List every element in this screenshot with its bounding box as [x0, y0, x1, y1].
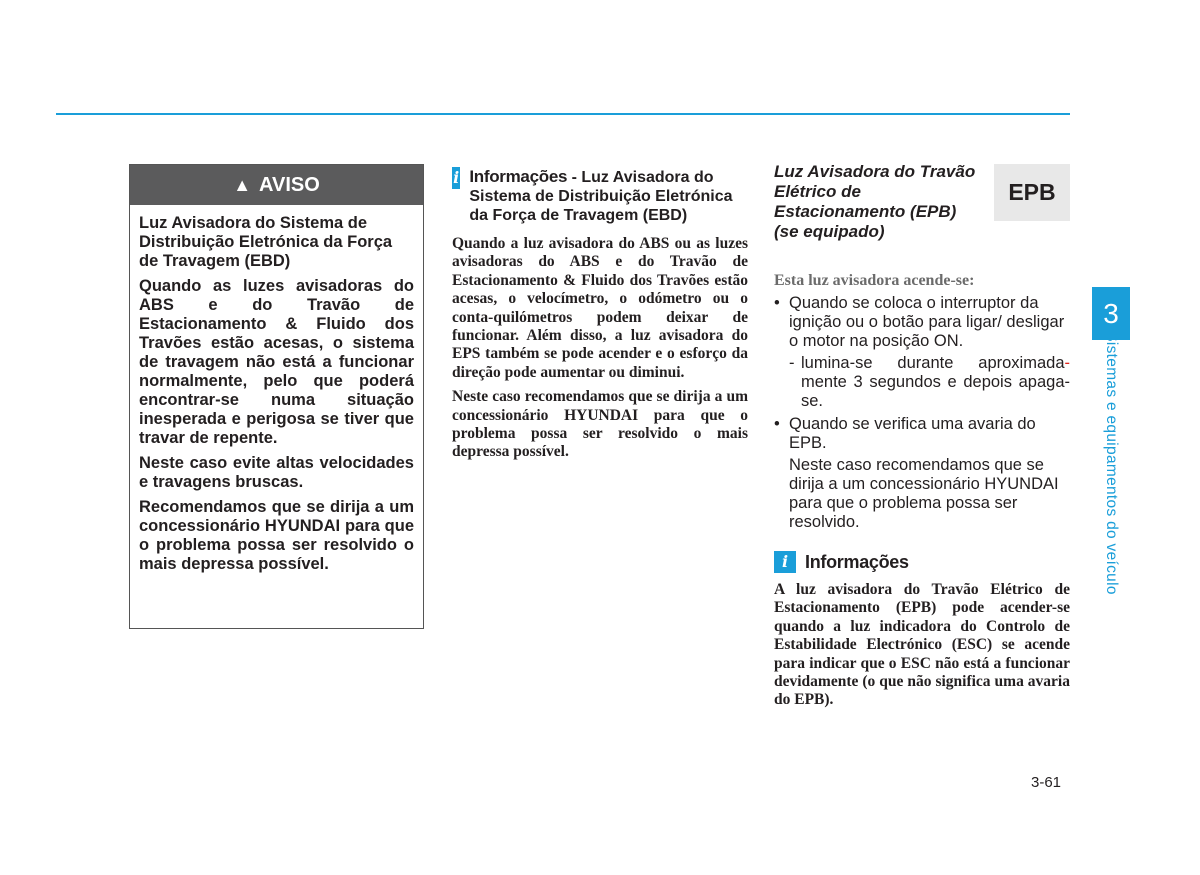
chapter-tab: 3	[1092, 287, 1130, 340]
info-paragraph: A luz avisadora do Travão Elétrico de Estacionamento (EPB) pode acender-se quando a luz indicadora do Controlo de Estabilidade Electrónico (ESC) se acende para indicar que o ESC não está a funcionar devidamente (o que não significa uma avaria do EPB).	[774, 581, 1070, 709]
epb-title: Luz Avisadora do Travão Elétrico de Estacionamento (EPB) (se equipado)	[774, 162, 976, 241]
warning-title: Luz Avisadora do Sistema de Distribuição Eletrónica da Força de Travagem (EBD)	[139, 214, 393, 270]
info-section-ebd	[452, 167, 748, 468]
bullet-text: Quando se verifica uma avaria do EPB.	[789, 414, 1036, 452]
page-number: 3-61	[1031, 774, 1062, 791]
bullet-text: Quando se coloca o interruptor da ignição ou o botão para ligar/ desligar o motor na posição ON.	[789, 294, 1065, 350]
info-title: Informações	[805, 552, 909, 572]
warning-header-label: AVISO	[259, 173, 320, 196]
warning-paragraph-1: Quando as luzes avisadoras do ABS e do Travão de Estacionamento & Fluido dos Travões estão acesas, o sistema de travagem não está a funcionar normalmente, pelo que poderá encontrar-se numa situação inesperada e perigosa se tiver que travar de repente.	[139, 277, 414, 447]
info-paragraph-2: Neste caso recomendamos que se dirija a um concessionário HYUNDAI para que o problema possa ser resolvido o mais depressa possível.	[452, 388, 748, 461]
info-section-epb	[774, 551, 1070, 710]
info-title-main: Informações	[469, 167, 568, 186]
warning-box	[129, 164, 424, 629]
warning-header	[130, 165, 423, 205]
dash-icon: -	[789, 354, 795, 373]
info-icon: i	[774, 551, 796, 573]
subitem-hyphen: -	[1064, 354, 1070, 373]
info-title	[469, 167, 748, 225]
epb-subheading: Esta luz avisadora acende-se:	[774, 272, 975, 289]
info-icon: i	[453, 168, 460, 187]
info-title-rest: - Luz Avisadora do Sistema de Distribuição Eletrónica da Força de Travagem (EBD)	[469, 169, 733, 224]
list-item	[774, 294, 1070, 350]
subitem-text-a: lumina-se durante aproximada	[801, 354, 1065, 373]
warning-paragraph-2: Neste caso evite altas velocidades e travagens bruscas.	[139, 454, 414, 491]
bullet-icon: •	[774, 294, 780, 312]
warning-paragraph-3: Recomendamos que se dirija a um concessionário HYUNDAI para que o problema possa ser resolvido o mais depressa possível.	[139, 498, 414, 573]
header-rule	[56, 113, 1070, 115]
list-subitem	[774, 354, 1070, 410]
list-paragraph: Neste caso recomendamos que se dirija a um concessionário HYUNDAI para que o problema possa ser resolvido.	[789, 456, 1059, 531]
epb-badge: EPB	[994, 164, 1070, 221]
bullet-icon: •	[774, 414, 780, 433]
list-item	[774, 415, 1070, 453]
info-paragraph-1: Quando a luz avisadora do ABS ou as luzes avisadoras do ABS e do Travão de Estacionamento & Fluido dos Travões estão acesas, o velocímetro, o odómetro ou o conta-quilómetros podem deixar de funcionar. Além disso, a luz avisadora do EPS também se pode acender e o esforço da direção pode aumentar ou diminui.	[452, 235, 748, 381]
subitem-text-b: mente 3 segundos e depois apaga-se.	[801, 373, 1070, 410]
epb-list	[774, 294, 1070, 536]
chapter-title: Sistemas e equipamentos do veículo	[1103, 331, 1120, 595]
warning-triangle-icon: ▲	[233, 175, 252, 195]
